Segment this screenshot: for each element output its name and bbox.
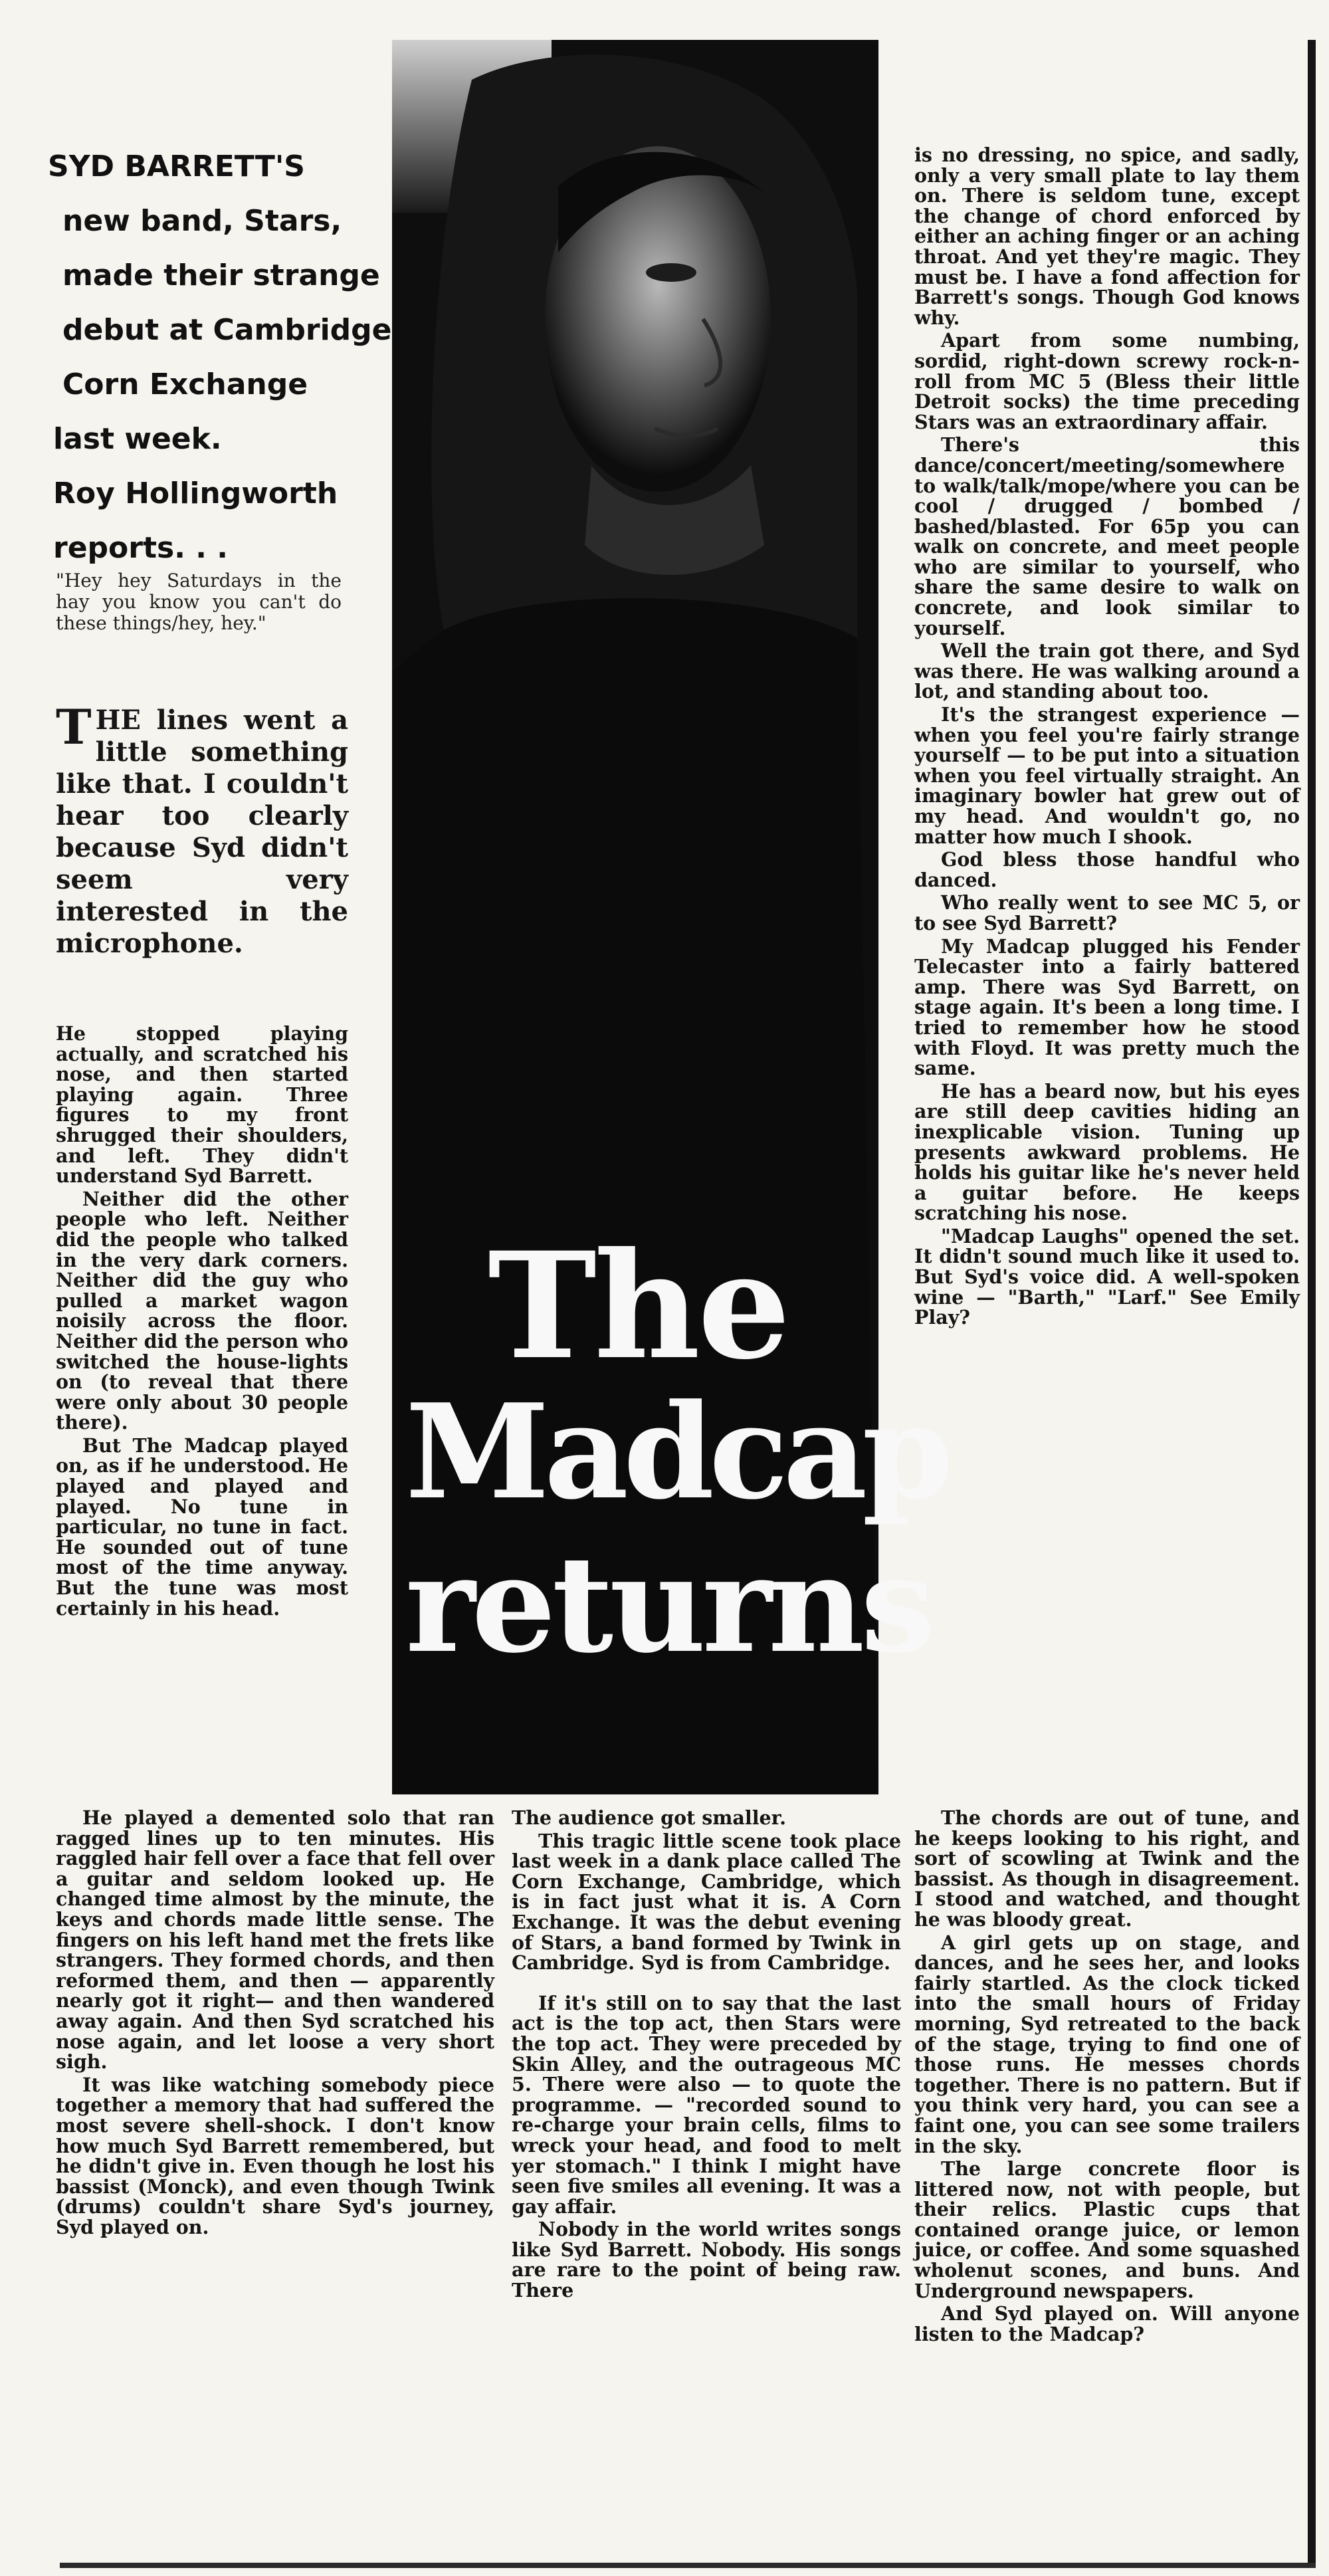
paragraph: The large concrete floor is littered now, not with people, but their relics. Plastic cups that contained orange juice, or lemon juice, or coffee. And some squashed wholenut scones, and buns. And Underground newspapers. [914,2157,1300,2302]
paragraph: Apart from some numbing, sordid, right-down screwy rock-n-roll from MC 5 (Bless their little Detroit socks) the time preceding Stars was an extraordinary affair. [914,329,1300,433]
paragraph: He has a beard now, but his eyes are still deep cavities hiding an inexplicable vision. Tuning up presents awkward problems. He holds his guitar like he's never held a guitar before. He keeps scratching his nose. [914,1079,1300,1225]
paragraph: A girl gets up on stage, and dances, and he sees her, and looks fairly startled. As the clock ticked into the small hours of Friday morning, Syd retreated to the back of the stage, trying to find one of those runs. He messes chords together. There is no pattern. But if you think very hard, you can see a faint one, you can see some trailers in the sky. [914,1931,1300,2157]
standfirst-line: new band, Stars, [62,204,342,238]
byline: Roy Hollingworth [53,477,338,510]
paragraph: "Madcap Laughs" opened the set. It didn't sound much like it used to. But Syd's voice did. A well-spoken wine — "Barth," "Larf." See Emily Play? [914,1224,1300,1329]
lede-text: HE lines went a little something like that. I couldn't hear too clearly because Syd didn't seem very interested in the microphone. [56,704,348,959]
article-column-2 [512,1808,901,2304]
paragraph: It was like watching somebody piece together a memory that had suffered the most severe shell-shock. I don't know how much Syd Barrett remembered, but he didn't give in. Even though he lost his bassist (Monck), and even though Twink (drums) couldn't share Syd's journey, Syd played on. [56,2073,494,2238]
paragraph: Neither did the other people who left. Neither did the people who talked in the very dark corners. Neither did the guy who pulled a market wagon noisily across the floor. Neither did the person who switched the house-lights on (to reveal that there were only about 30 people there). [56,1187,348,1434]
paragraph: This tragic little scene took place last week in a dank place called The Corn Exchange, Cambridge, which is in fact just what it is. A Corn Exchange. It was the debut evening of Stars, a band formed by Twink in Cambridge. Syd is from Cambridge. [512,1829,901,1975]
paragraph: is no dressing, no spice, and sadly, only a very small plate to lay them on. There is seldom tune, except the change of chord enforced by either an aching finger or an aching throat. And yet they're magic. They must be. I have a fond affection for Barrett's songs. Though God knows why. [914,144,1300,329]
headline-line: The [488,1220,788,1392]
paragraph: If it's still on to say that the last act is the top act, then Stars were the top act. They were preceded by Skin Alley, and the outrageous MC 5. There were also — to quote the programme. — "recorded sound to re-charge your brain cells, films to wreck your head, and food to melt yer stomach." I think I might have seen five smiles all evening. It was a gay affair. [512,1991,901,2218]
headline-line: returns [405,1527,932,1683]
standfirst-line: reports. . . [53,531,228,565]
standfirst [48,140,392,576]
standfirst-line: Corn Exchange [62,368,308,401]
article-column-1-bottom [56,1808,494,2240]
article-column-3-bottom [914,1808,1300,2347]
standfirst-line: SYD BARRETT'S [48,150,305,183]
page-border-right [1308,40,1316,2565]
paragraph: God bless those handful who danced. [914,848,1300,891]
epigraph-quote: "Hey hey Saturdays in the hay you know you can't do these things/hey, hey." [56,570,342,634]
article-column-1 [56,1023,348,1621]
paragraph: There's this dance/concert/meeting/somewhere to walk/talk/mope/where you can be cool / drugged / bombed / bashed/blasted. For 65p you can walk on concrete, and meet people who are similar to yourself, who share the same desire to walk on concrete, and look similar to yourself. [914,433,1300,639]
standfirst-line: debut at Cambridge [62,313,392,347]
paragraph: My Madcap plugged his Fender Telecaster into a fairly battered amp. There was Syd Barrett, on stage again. It's been a long time. I tried to remember how he stood with Floyd. It was pretty much the same. [914,934,1300,1080]
paragraph: It's the strangest experience — when you feel you're fairly strange yourself — to be put into a situation when you feel virtually straight. An imaginary bowler hat grew out of my head. And wouldn't go, no matter how much I shook. [914,703,1300,848]
article-column-3 [914,145,1300,1331]
paragraph: Well the train got there, and Syd was there. He was walking around a lot, and standing about too. [914,639,1300,703]
paragraph: He played a demented solo that ran ragged lines up to ten minutes. His raggled hair fell over a face that fell over a guitar and seldom looked up. He changed time almost by the minute, the keys and chords made little sense. The fingers on his left hand met the frets like strangers. They formed chords, and then reformed them, and then — apparently nearly got it right— and then wandered away again. And then Syd scratched his nose again, and let loose a very short sigh. [56,1806,494,2074]
headline-line: Madcap [405,1376,948,1529]
paragraph: He stopped playing actually, and scratched his nose, and then started playing again. Three figures to my front shrugged their shoulders, and left. They didn't understand Syd Barrett. [56,1022,348,1188]
standfirst-line: made their strange [62,259,380,292]
drop-cap: T [56,698,92,755]
lede-paragraph [56,698,348,960]
standfirst-line: last week. [53,422,222,456]
paragraph: The chords are out of tune, and he keeps looking to his right, and sort of scowling at Twink and the bassist. As though in disagreement. I stood and watched, and thought he was bloody great. [914,1806,1300,1931]
paragraph: Who really went to see MC 5, or to see Syd Barrett? [914,891,1300,934]
paragraph: And Syd played on. Will anyone listen to the Madcap? [914,2302,1300,2345]
paragraph: The audience got smaller. [512,1806,786,1829]
headline [405,1220,948,1683]
paragraph: Nobody in the world writes songs like Syd Barrett. Nobody. His songs are rare to the point of being raw. There [512,2218,901,2302]
paragraph: But The Madcap played on, as if he understood. He played and played and played. No tune in particular, no tune in fact. He sounded out of tune most of the time anyway. But the tune was most certainly in his head. [56,1434,348,1620]
page-border-bottom [60,2563,1316,2568]
